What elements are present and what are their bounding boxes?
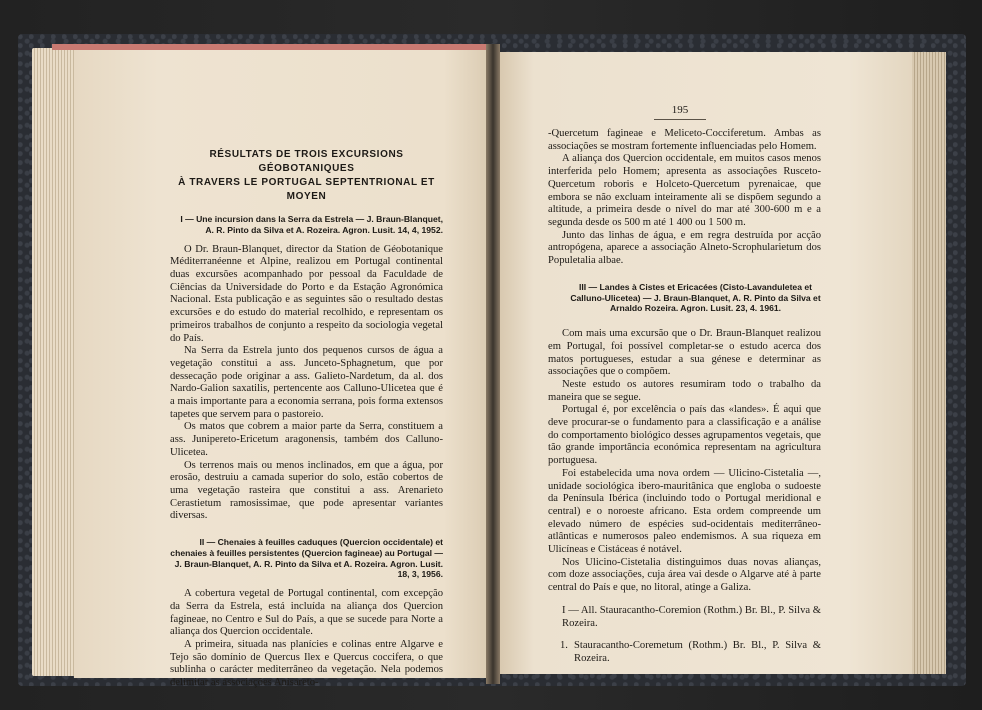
right-page-text	[548, 128, 821, 666]
article-title	[170, 148, 443, 204]
list-item	[548, 640, 821, 665]
paragraph: A aliança dos Quercion occidentale, em muitos casos menos interferida pelo Homem; apresenta as associações Rusceto-Quercetum roboris e Holceto-Quercetum pyrenaicae, que embora se não excluam inteiramente ali se dispõem segundo a altitude, a primeira desde o nível do mar até 300-600 m e a segunda desde os 500 m até 1 400 ou 1 500 m.	[548, 153, 821, 228]
paragraph: Os matos que cobrem a maior parte da Serra, constituem a ass. Junipereto-Ericetum aragonensis, também dos Calluno-Ulicetea.	[170, 421, 443, 458]
paragraph: Foi estabelecida uma nova ordem — Ulicino-Cistetalia —, unidade sociológica ibero-mauritânica que engloba o sudoeste da Península Ibérica (incluindo todo o Portugal meridional e central) e o noroeste africano. Esta ordem compreende um elevado número de espécies sud-ocidentais mediterrâneo-atlânticas e numerosos paleo endemismos. A sua riqueza em Ulicíneas e Cistáceas é notável.	[548, 467, 821, 556]
list-item-number: 1.	[560, 640, 568, 652]
paragraph: A primeira, situada nas planícies e colinas entre Algarve e Tejo são domínio de Quercus Ilex e Quercus coccifera, o que sublinha o carácter mediterrâneo da vegetação. Nela podemos delimitar as associações Anisareto-	[170, 639, 443, 689]
paragraph: Os terrenos mais ou menos inclinados, em que a água, por erosão, destruiu a camada superior do solo, estão cobertos de uma vegetação rasteira que constitui a ass. Arenarieto Cerastietum ramosissimae, que pode apresentar variantes diversas.	[170, 459, 443, 522]
left-page-edges	[32, 48, 78, 676]
list-heading: I — All. Stauracantho-Coremion (Rothm.) Br. Bl., P. Silva & Rozeira.	[562, 604, 821, 629]
page-number: 195	[671, 104, 689, 116]
paragraph: Nos Ulicino-Cistetalia distinguimos duas novas alianças, com doze associações, cuja área vai desde o Algarve até à parte central do País e que, no litoral, atinge a Galiza.	[548, 556, 821, 594]
paragraph: Portugal é, por excelência o país das «landes». É aqui que deve procurar-se o fundamento para a classificação e a análise do comportamento biológico desses agrupamentos vegetais, que tão grande importância económica representam na agricultura portuguesa.	[548, 404, 821, 467]
right-page-edges	[912, 52, 946, 674]
paragraph: -Quercetum fagineae e Meliceto-Cocciferetum. Ambas as associações se mostram fortemente influenciadas pelo Homem.	[548, 128, 821, 152]
paragraph: Neste estudo os autores resumiram todo o trabalho da maneira que se segue.	[548, 378, 821, 403]
paragraph: Com mais uma excursão que o Dr. Braun-Blanquet realizou em Portugal, foi possível completar-se o estudo acerca dos matos portugueses, estudar a sua génese e determinar as associações que o compõem.	[548, 328, 821, 378]
paragraph: A cobertura vegetal de Portugal continental, com excepção da Serra da Estrela, está incluída na aliança dos Quercion fagineae, no Centro e Sul do País, a que se sucede para Norte a aliança dos Quercion occidentale.	[170, 588, 443, 638]
paragraph: Junto das linhas de água, e em regra destruída por acção antropógena, aparece a associação Alneto-Scrophularietum dos Populetalia albae.	[548, 229, 821, 267]
list-item-text: Stauracantho-Coremetum (Rothm.) Br. Bl., P. Silva & Rozeira.	[574, 640, 821, 664]
left-page-text	[170, 148, 443, 690]
title-line-2: À TRAVERS LE PORTUGAL SEPTENTRIONAL ET MOYEN	[178, 177, 435, 202]
page-number-rule	[654, 119, 706, 120]
paragraph: O Dr. Braun-Blanquet, director da Station de Géobotanique Méditerranéenne et Alpine, realizou em Portugal continental duas excursões acompanhado por pessoal da Faculdade de Ciências da Universidade do Porto e da Estação Agronómica Nacional. Esta publicação e as seguintes são o resultado destas excursões e do estudo do material recolhido, e representam os primeiros trabalhos de conjunto a respeito da sociologia vegetal do País.	[170, 243, 443, 344]
paragraph: Na Serra da Estrela junto dos pequenos cursos de água a vegetação constitui a ass. Junceto-Sphagnetum, que por dessecação pode originar a ass. Galieto-Nardetum, da al. dos Nardo-Galion saxatilis, pertencente aos Calluno-Ulicetea que é a mais importante para a economia serrana, pois forma extensos tapetes que servem para o pastoreio.	[170, 345, 443, 420]
section-heading-1: I — Une incursion dans la Serra da Estrela — J. Braun-Blanquet, A. R. Pinto da Silva et A. Rozeira. Agron. Lusit. 14, 4, 1952.	[180, 214, 443, 235]
title-line-1: RÉSULTATS DE TROIS EXCURSIONS GÉOBOTANIQUES	[209, 149, 404, 174]
section-heading-2: II — Chenaies à feuilles caduques (Quercion occidentale) et chenaies à feuilles persistentes (Quercion fagineae) au Portugal — J. Braun-Blanquet, A. R. Pinto da Silva et A. Rozeira. Agron. Lusit. 18, 3, 1956.	[170, 537, 443, 580]
section-heading-3: III — Landes à Cistes et Ericacées (Cisto-Lavanduletea et Calluno-Ulicetea) — J. Braun-Blanquet, A. R. Pinto da Silva et Arnaldo Rozeira. Agron. Lusit. 23, 4. 1961.	[570, 281, 821, 314]
book-gutter	[486, 44, 500, 684]
